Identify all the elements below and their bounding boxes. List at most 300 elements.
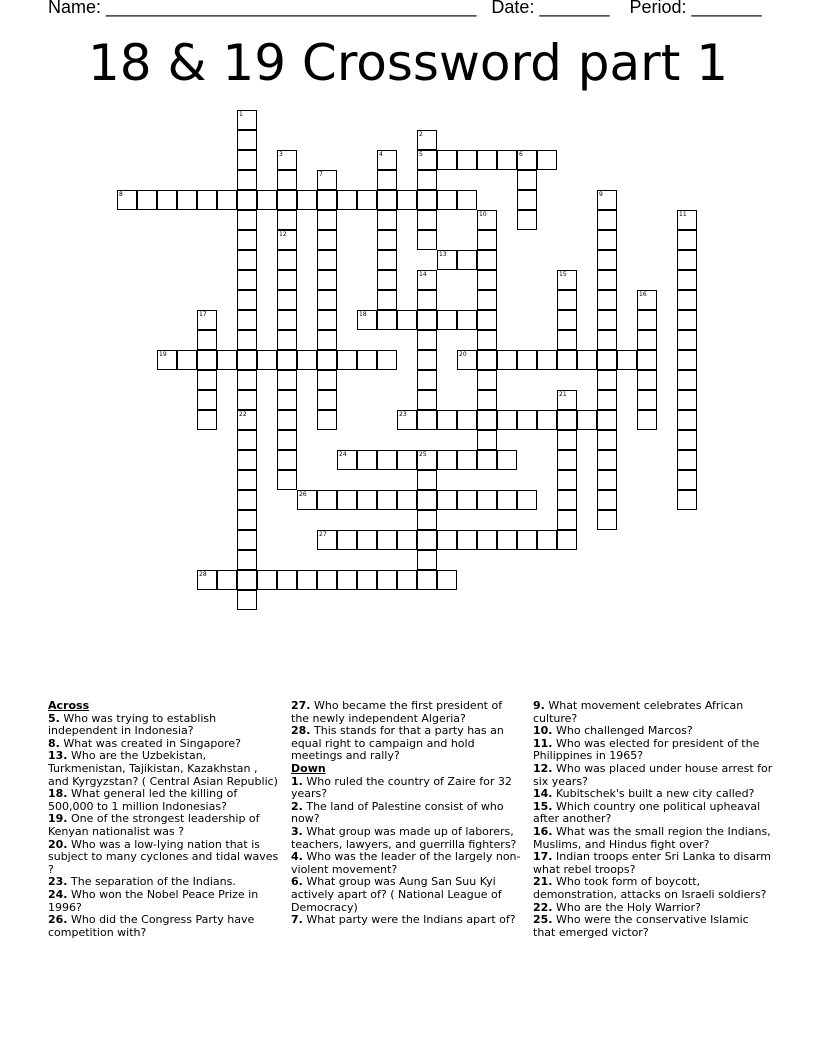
grid-cell[interactable] [417,550,437,570]
clue-text: Who are the Holy Warrior? [556,900,701,914]
grid-cell[interactable] [677,290,697,310]
grid-cell[interactable] [277,290,297,310]
grid-cell[interactable] [677,390,697,410]
grid-cell[interactable] [197,330,217,350]
clue-num: 27. [291,699,311,712]
grid-cell[interactable] [577,350,597,370]
grid-cell[interactable] [437,570,457,590]
grid-cell[interactable] [517,150,537,170]
down-clue [533,876,773,901]
grid-cell[interactable] [377,350,397,370]
grid-cell[interactable] [457,250,477,270]
grid-cell[interactable] [317,170,337,190]
grid-cell[interactable] [237,250,257,270]
grid-cell[interactable] [177,190,197,210]
clue-num: 26. [48,913,68,927]
grid-cell[interactable] [317,190,337,210]
grid-cell[interactable] [297,190,317,210]
grid-cell[interactable] [357,350,377,370]
grid-cell[interactable] [517,350,537,370]
grid-cell[interactable] [337,530,357,550]
grid-cell[interactable] [357,310,377,330]
grid-cell[interactable] [417,190,437,210]
grid-cell[interactable] [237,170,257,190]
grid-cell[interactable] [477,370,497,390]
grid-cell[interactable] [477,310,497,330]
clue-text: What group was made up of laborers, teachers, lawyers, and guerrilla fighters? [291,824,517,851]
grid-cell[interactable] [557,490,577,510]
down-clue [533,738,773,763]
header-fields: Name: _____________________________________ Date: _______ Period: _______ [48,0,762,17]
grid-cell[interactable] [557,430,577,450]
grid-cell[interactable] [677,470,697,490]
grid-cell[interactable] [137,190,157,210]
grid-cell[interactable] [537,530,557,550]
grid-cell[interactable] [557,450,577,470]
grid-cell[interactable] [317,570,337,590]
down-clue [533,826,773,851]
grid-cell[interactable] [377,190,397,210]
clue-number: 15 [559,271,567,278]
grid-cell[interactable] [357,190,377,210]
grid-cell[interactable] [237,190,257,210]
grid-cell[interactable] [237,570,257,590]
grid-cell[interactable] [597,270,617,290]
grid-cell[interactable] [397,450,417,470]
clue-text: Who won the Nobel Peace Prize in 1996? [48,887,259,914]
grid-cell[interactable] [597,370,617,390]
grid-cell[interactable] [317,210,337,230]
clue-text: Who are the Uzbekistan, Turkmenistan, Tajikistan, Kazakhstan , and Kyrgyzstan? ( Central Asian Republic) [48,749,278,788]
grid-cell[interactable] [637,410,657,430]
grid-cell[interactable] [477,350,497,370]
clue-number: 16 [639,291,647,298]
grid-cell[interactable] [197,570,217,590]
grid-cell[interactable] [457,150,477,170]
grid-cell[interactable] [457,350,477,370]
clues-column-3 [533,700,773,939]
clue-num: 15. [533,799,553,813]
grid-cell[interactable] [557,470,577,490]
grid-cell[interactable] [597,510,617,530]
clue-num: 16. [533,824,553,838]
grid-cell[interactable] [397,530,417,550]
grid-cell[interactable] [197,370,217,390]
grid-cell[interactable] [677,450,697,470]
grid-cell[interactable] [277,270,297,290]
grid-cell[interactable] [237,430,257,450]
grid-cell[interactable] [677,230,697,250]
grid-cell[interactable] [517,210,537,230]
grid-cell[interactable] [317,410,337,430]
grid-cell[interactable] [597,210,617,230]
grid-cell[interactable] [437,490,457,510]
grid-cell[interactable] [417,570,437,590]
grid-cell[interactable] [437,410,457,430]
down-clue [533,914,773,939]
grid-cell[interactable] [557,350,577,370]
clue-text: What party were the Indians apart of? [306,913,516,927]
grid-cell[interactable] [597,410,617,430]
grid-cell[interactable] [517,190,537,210]
grid-cell[interactable] [377,170,397,190]
grid-cell[interactable] [517,490,537,510]
grid-cell[interactable] [277,310,297,330]
grid-cell[interactable] [557,330,577,350]
grid-cell[interactable] [257,190,277,210]
grid-cell[interactable] [317,250,337,270]
grid-cell[interactable] [417,210,437,230]
grid-cell[interactable] [237,510,257,530]
grid-cell[interactable] [297,350,317,370]
grid-cell[interactable] [297,490,317,510]
clue-number: 24 [339,451,347,458]
grid-cell[interactable] [157,190,177,210]
grid-cell[interactable] [317,490,337,510]
grid-cell[interactable] [197,390,217,410]
grid-cell[interactable] [437,250,457,270]
grid-cell[interactable] [257,570,277,590]
grid-cell[interactable] [397,190,417,210]
clue-number: 5 [419,151,423,158]
grid-cell[interactable] [237,270,257,290]
down-clue [291,851,523,876]
grid-cell[interactable] [557,530,577,550]
grid-cell[interactable] [417,350,437,370]
grid-cell[interactable] [237,450,257,470]
clue-num: 23. [48,875,68,889]
grid-cell[interactable] [397,490,417,510]
clue-num: 24. [48,887,68,901]
grid-cell[interactable] [477,250,497,270]
clue-number: 1 [239,111,243,118]
grid-cell[interactable] [497,530,517,550]
clue-number: 8 [119,191,123,198]
grid-cell[interactable] [377,250,397,270]
grid-cell[interactable] [677,250,697,270]
clue-number: 9 [599,191,603,198]
grid-cell[interactable] [237,410,257,430]
grid-cell[interactable] [677,270,697,290]
grid-cell[interactable] [237,290,257,310]
clue-number: 3 [279,151,283,158]
grid-cell[interactable] [317,350,337,370]
grid-cell[interactable] [357,450,377,470]
grid-cell[interactable] [237,470,257,490]
grid-cell[interactable] [677,430,697,450]
clue-text: Who took form of boycott, demonstration, attacks on Israeli soldiers? [533,875,767,901]
grid-cell[interactable] [317,330,337,350]
clue-num: 2. [291,799,303,813]
across-clue [48,788,280,813]
grid-cell[interactable] [337,450,357,470]
grid-cell[interactable] [197,350,217,370]
grid-cell[interactable] [217,350,237,370]
grid-cell[interactable] [637,310,657,330]
grid-cell[interactable] [457,530,477,550]
grid-cell[interactable] [597,290,617,310]
grid-cell[interactable] [437,150,457,170]
grid-cell[interactable] [457,490,477,510]
grid-cell[interactable] [377,490,397,510]
grid-cell[interactable] [497,350,517,370]
grid-cell[interactable] [277,350,297,370]
grid-cell[interactable] [337,190,357,210]
clue-num: 22. [533,900,553,914]
grid-cell[interactable] [677,210,697,230]
grid-cell[interactable] [277,250,297,270]
grid-cell[interactable] [677,350,697,370]
grid-cell[interactable] [217,570,237,590]
grid-cell[interactable] [277,150,297,170]
grid-cell[interactable] [637,370,657,390]
grid-cell[interactable] [397,570,417,590]
grid-cell[interactable] [597,470,617,490]
grid-cell[interactable] [277,430,297,450]
grid-cell[interactable] [237,150,257,170]
grid-cell[interactable] [337,570,357,590]
grid-cell[interactable] [237,370,257,390]
grid-cell[interactable] [237,130,257,150]
grid-cell[interactable] [197,410,217,430]
grid-cell[interactable] [397,410,417,430]
grid-cell[interactable] [277,170,297,190]
grid-cell[interactable] [557,310,577,330]
clue-number: 21 [559,391,567,398]
down-clue [533,851,773,876]
grid-cell[interactable] [317,230,337,250]
grid-cell[interactable] [437,530,457,550]
grid-cell[interactable] [317,270,337,290]
grid-cell[interactable] [617,350,637,370]
clue-text: Who challenged Marcos? [556,724,693,738]
grid-cell[interactable] [237,390,257,410]
grid-cell[interactable] [277,190,297,210]
grid-cell[interactable] [277,570,297,590]
grid-cell[interactable] [317,310,337,330]
grid-cell[interactable] [477,210,497,230]
grid-cell[interactable] [237,210,257,230]
grid-cell[interactable] [597,310,617,330]
grid-cell[interactable] [277,470,297,490]
grid-cell[interactable] [377,310,397,330]
grid-cell[interactable] [317,370,337,390]
grid-cell[interactable] [597,490,617,510]
grid-cell[interactable] [477,270,497,290]
grid-cell[interactable] [417,330,437,350]
grid-cell[interactable] [477,290,497,310]
grid-cell[interactable] [277,450,297,470]
grid-cell[interactable] [197,310,217,330]
grid-cell[interactable] [357,530,377,550]
down-clue [291,776,523,801]
grid-cell[interactable] [337,350,357,370]
grid-cell[interactable] [377,450,397,470]
grid-cell[interactable] [517,410,537,430]
grid-cell[interactable] [477,410,497,430]
grid-cell[interactable] [477,530,497,550]
grid-cell[interactable] [457,410,477,430]
across-heading: Across [48,699,90,712]
grid-cell[interactable] [537,350,557,370]
grid-cell[interactable] [477,150,497,170]
grid-cell[interactable] [417,370,437,390]
grid-cell[interactable] [597,190,617,210]
grid-cell[interactable] [277,330,297,350]
grid-cell[interactable] [537,150,557,170]
grid-cell[interactable] [597,230,617,250]
grid-cell[interactable] [417,310,437,330]
grid-cell[interactable] [237,310,257,330]
grid-cell[interactable] [597,450,617,470]
grid-cell[interactable] [277,230,297,250]
grid-cell[interactable] [377,530,397,550]
grid-cell[interactable] [637,350,657,370]
grid-cell[interactable] [277,370,297,390]
grid-cell[interactable] [517,530,537,550]
clue-text: What movement celebrates African culture? [533,699,744,725]
clue-text: This stands for that a party has an equal right to campaign and hold meetings and rally? [291,724,504,763]
grid-cell[interactable] [477,430,497,450]
grid-cell[interactable] [417,470,437,490]
grid-cell[interactable] [237,490,257,510]
grid-cell[interactable] [597,350,617,370]
grid-cell[interactable] [677,490,697,510]
grid-cell[interactable] [197,190,217,210]
clue-number: 18 [359,311,367,318]
grid-cell[interactable] [417,530,437,550]
grid-cell[interactable] [677,410,697,430]
grid-cell[interactable] [417,150,437,170]
grid-cell[interactable] [237,110,257,130]
grid-cell[interactable] [677,330,697,350]
grid-cell[interactable] [177,350,197,370]
grid-cell[interactable] [217,190,237,210]
grid-cell[interactable] [417,230,437,250]
clue-number: 23 [399,411,407,418]
grid-cell[interactable] [117,190,137,210]
grid-cell[interactable] [377,210,397,230]
grid-cell[interactable] [237,330,257,350]
clue-num: 5. [48,711,60,725]
grid-cell[interactable] [637,290,657,310]
grid-cell[interactable] [257,350,277,370]
grid-cell[interactable] [597,390,617,410]
clue-number: 25 [419,451,427,458]
page-title: 18 & 19 Crossword part 1 [87,34,728,92]
grid-cell[interactable] [417,490,437,510]
grid-cell[interactable] [277,210,297,230]
grid-cell[interactable] [237,590,257,610]
grid-cell[interactable] [237,550,257,570]
grid-cell[interactable] [437,310,457,330]
clue-num: 20. [48,837,68,851]
clue-number: 26 [299,491,307,498]
clue-num: 25. [533,913,553,927]
clue-num: 11. [533,736,553,750]
clue-num: 7. [291,913,303,927]
grid-cell[interactable] [457,450,477,470]
grid-cell[interactable] [597,330,617,350]
grid-cell[interactable] [417,170,437,190]
clue-text: Who was the leader of the largely non-violent movement? [291,850,521,876]
grid-cell[interactable] [297,570,317,590]
grid-cell[interactable] [557,270,577,290]
grid-cell[interactable] [317,530,337,550]
grid-cell[interactable] [477,230,497,250]
grid-cell[interactable] [417,390,437,410]
grid-cell[interactable] [277,390,297,410]
grid-cell[interactable] [397,310,417,330]
clue-number: 19 [159,351,167,358]
grid-cell[interactable] [477,490,497,510]
grid-cell[interactable] [497,490,517,510]
grid-cell[interactable] [417,130,437,150]
grid-cell[interactable] [477,450,497,470]
grid-cell[interactable] [157,350,177,370]
grid-cell[interactable] [417,290,437,310]
grid-cell[interactable] [357,570,377,590]
grid-cell[interactable] [237,530,257,550]
clue-text: Who became the first president of the newly independent Algeria? [291,699,503,725]
grid-cell[interactable] [477,330,497,350]
grid-cell[interactable] [237,350,257,370]
grid-cell[interactable] [497,450,517,470]
grid-cell[interactable] [417,450,437,470]
grid-cell[interactable] [437,450,457,470]
clue-num: 1. [291,774,303,788]
grid-cell[interactable] [597,250,617,270]
grid-cell[interactable] [477,390,497,410]
grid-cell[interactable] [317,390,337,410]
grid-cell[interactable] [677,370,697,390]
clue-number: 27 [319,531,327,538]
grid-cell[interactable] [377,270,397,290]
grid-cell[interactable] [237,230,257,250]
grid-cell[interactable] [417,510,437,530]
grid-cell[interactable] [337,490,357,510]
grid-cell[interactable] [377,570,397,590]
grid-cell[interactable] [357,490,377,510]
grid-cell[interactable] [517,170,537,190]
grid-cell[interactable] [417,410,437,430]
grid-cell[interactable] [557,410,577,430]
grid-cell[interactable] [557,390,577,410]
grid-cell[interactable] [537,410,557,430]
clue-number: 6 [519,151,523,158]
grid-cell[interactable] [637,330,657,350]
grid-cell[interactable] [557,510,577,530]
grid-cell[interactable] [497,410,517,430]
grid-cell[interactable] [417,270,437,290]
grid-cell[interactable] [497,150,517,170]
across-clue [291,725,523,763]
grid-cell[interactable] [457,310,477,330]
grid-cell[interactable] [377,230,397,250]
grid-cell[interactable] [577,410,597,430]
grid-cell[interactable] [317,290,337,310]
grid-cell[interactable] [437,190,457,210]
grid-cell[interactable] [377,150,397,170]
grid-cell[interactable] [677,310,697,330]
grid-cell[interactable] [557,290,577,310]
clue-number: 22 [239,411,247,418]
grid-cell[interactable] [277,410,297,430]
grid-cell[interactable] [597,430,617,450]
grid-cell[interactable] [637,390,657,410]
grid-cell[interactable] [457,190,477,210]
grid-cell[interactable] [377,290,397,310]
